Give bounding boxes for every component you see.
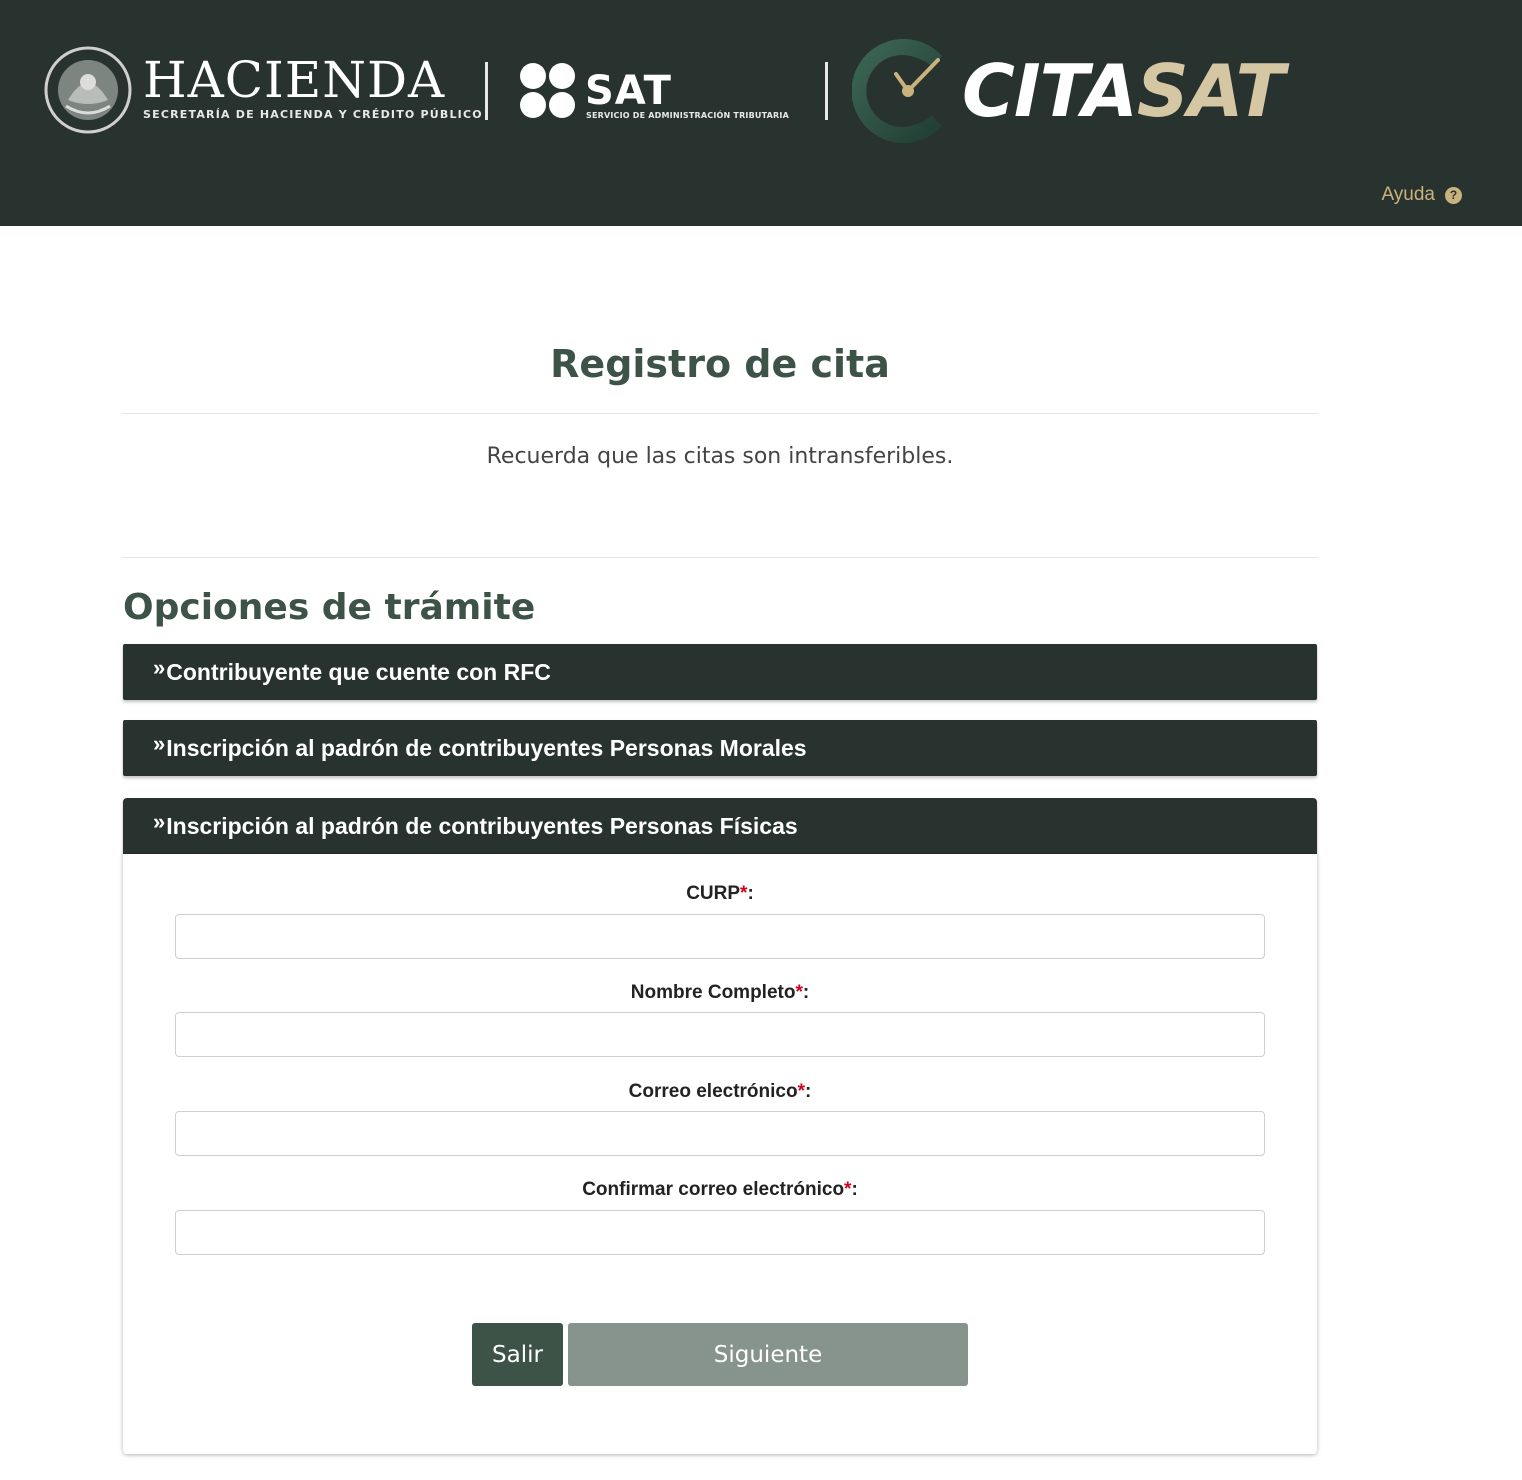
citasat-title-part2: SAT [1136,49,1284,133]
label-suffix: : [802,982,810,1003]
nombre-completo-input[interactable] [175,1012,1265,1057]
label-suffix: : [747,883,754,904]
notice-text: Recuerda que las citas son intransferibles. [486,444,954,469]
required-mark: * [740,883,748,904]
sat-logo-dots [518,62,578,120]
double-chevron-right-icon: » [153,731,166,756]
curp-label-text: CURP [686,883,741,904]
label-suffix: : [851,1179,858,1200]
accordion-label: Contribuyente que cuente con RFC [166,658,551,685]
confirmar-correo-input[interactable] [175,1210,1265,1255]
required-mark: * [844,1179,852,1200]
label-suffix: : [805,1081,812,1102]
double-chevron-right-icon: » [153,655,166,680]
logo-divider [825,62,828,120]
help-link[interactable] [1381,184,1462,206]
nombre-completo-label [175,981,1265,1005]
accordion-personas-fisicas[interactable] [123,798,1317,854]
hacienda-subtitle: SECRETARÍA DE HACIENDA Y CRÉDITO PÚBLICO [143,108,483,121]
double-chevron-right-icon: » [153,809,166,834]
required-mark: * [795,982,803,1003]
help-label: Ayuda [1381,184,1435,205]
mexico-coat-of-arms-logo [44,46,132,134]
curp-input[interactable] [175,914,1265,959]
citasat-title-part1: CITA [962,49,1137,133]
logo-divider [485,62,488,120]
nombre-label-text: Nombre Completo [630,982,796,1003]
confirmar-correo-label [175,1178,1265,1202]
accordion-rfc[interactable] [123,644,1317,700]
page-title: Registro de cita [550,342,890,386]
accordion-personas-morales[interactable] [123,720,1317,776]
divider [122,557,1318,558]
site-header [0,0,1522,226]
clock-icon [852,36,952,146]
citasat-title [962,50,1284,132]
accordion-label: Inscripción al padrón de contribuyentes Personas Físicas [166,812,798,839]
correo-input[interactable] [175,1111,1265,1156]
hacienda-title: HACIENDA [143,51,446,109]
siguiente-button[interactable]: Siguiente [568,1323,968,1386]
accordion-label: Inscripción al padrón de contribuyentes Personas Morales [166,734,807,761]
section-title: Opciones de trámite [123,587,536,628]
confirmar-label-text: Confirmar correo electrónico [582,1179,845,1200]
divider [122,413,1318,414]
sat-subtitle: SERVICIO DE ADMINISTRACIÓN TRIBUTARIA [586,111,789,120]
correo-label [175,1080,1265,1104]
salir-button[interactable]: Salir [472,1323,563,1386]
question-circle-icon: ? [1445,187,1462,204]
correo-label-text: Correo electrónico [628,1081,798,1102]
required-mark: * [797,1081,805,1102]
curp-label [175,882,1265,906]
sat-title: SAT [585,68,672,114]
